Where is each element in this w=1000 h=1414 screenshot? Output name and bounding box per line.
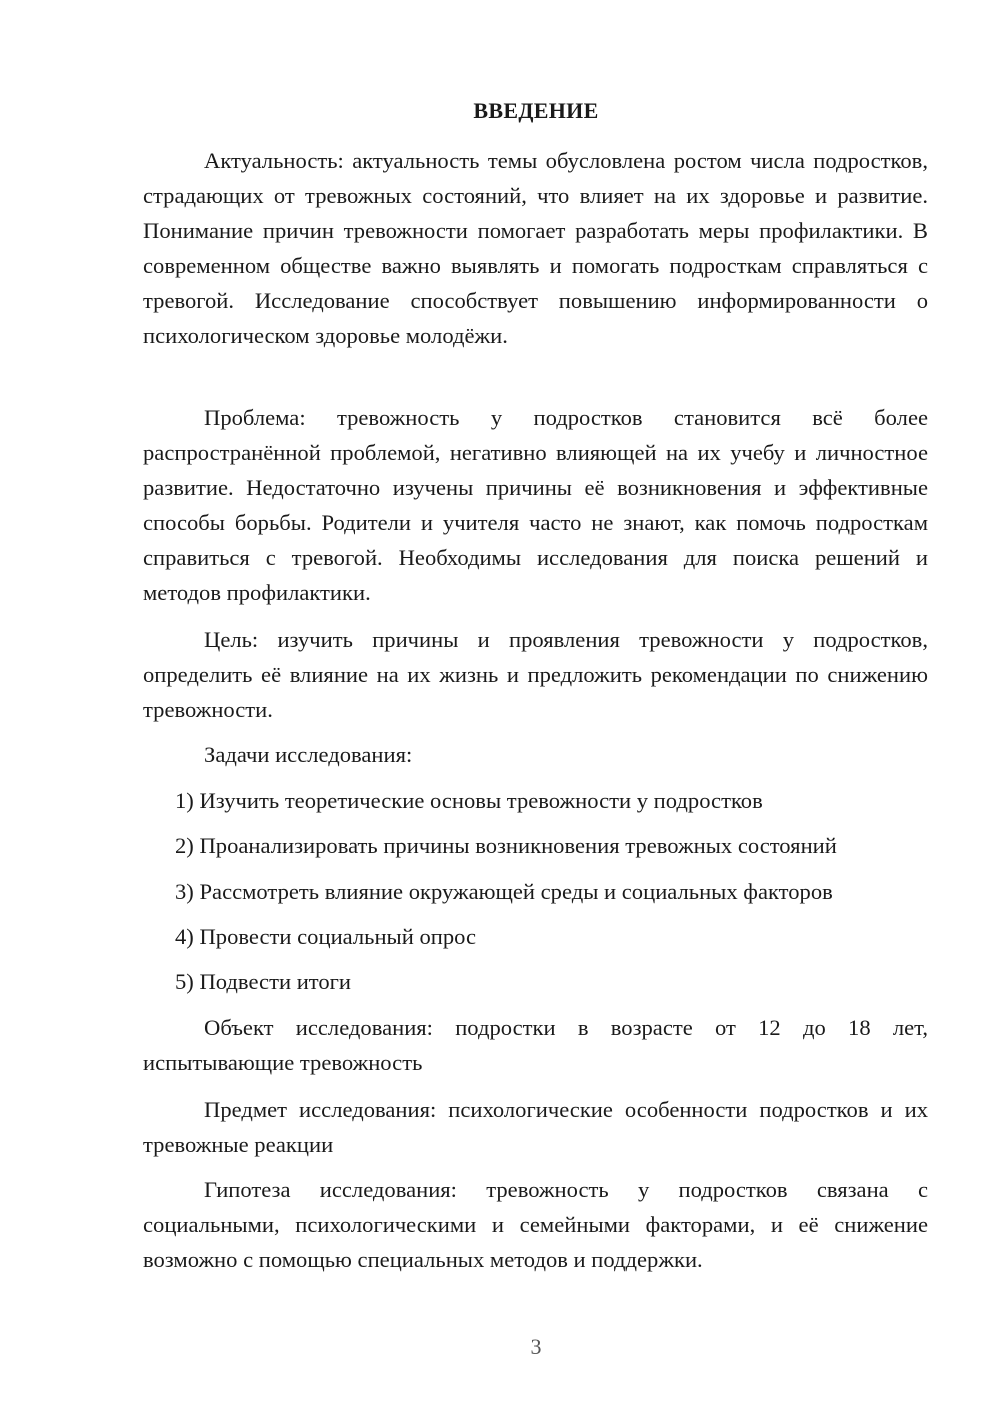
page-number: 3 (530, 1334, 542, 1359)
task-item: 3) Рассмотреть влияние окружающей среды и социальных факторов (175, 879, 833, 904)
hypothesis-paragraph: Гипотеза исследования: тревожность у подростков связана с социальными, психологическими и семейными факторами, и её снижение возможно с помощью специальных методов и поддержки. (143, 1177, 928, 1272)
task-item: 5) Подвести итоги (175, 969, 352, 994)
section-heading: ВВЕДЕНИЕ (473, 98, 599, 123)
relevance-paragraph: Актуальность: актуальность темы обусловлена ростом числа подростков, страдающих от тревожных состояний, что влияет на их здоровье и развитие. Понимание причин тревожности помогает разработать меры профилактики. В современном обществе важно выявлять и помогать подросткам справляться с тревогой. Исследование способствует повышению информированности о психологическом здоровье молодёжи. (143, 148, 928, 348)
subject-paragraph: Предмет исследования: психологические особенности подростков и их тревожные реакции (143, 1097, 928, 1157)
task-item: 1) Изучить теоретические основы тревожности у подростков (175, 788, 763, 813)
task-item: 2) Проанализировать причины возникновения тревожных состояний (175, 833, 837, 858)
tasks-title: Задачи исследования: (204, 742, 413, 767)
goal-paragraph: Цель: изучить причины и проявления тревожности у подростков, определить её влияние на их жизнь и предложить рекомендации по снижению тревожности. (143, 627, 928, 722)
problem-paragraph: Проблема: тревожность у подростков становится всё более распространённой проблемой, негативно влияющей на их учебу и личностное развитие. Недостаточно изучены причины её возникновения и эффективные способы борьбы. Родители и учителя часто не знают, как помочь подросткам справиться с тревогой. Необходимы исследования для поиска решений и методов профилактики. (143, 405, 928, 605)
object-paragraph: Объект исследования: подростки в возрасте от 12 до 18 лет, испытывающие тревожность (143, 1015, 928, 1075)
task-item: 4) Провести социальный опрос (175, 924, 477, 949)
